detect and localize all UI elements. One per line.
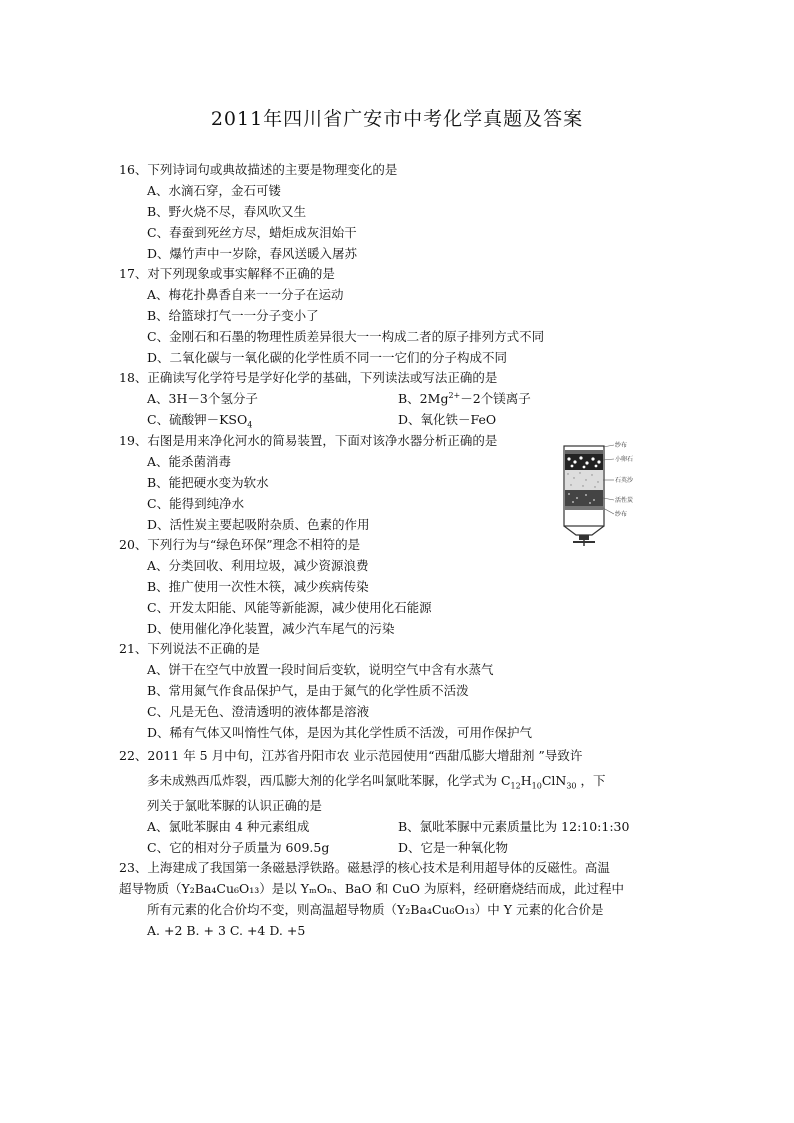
question-23-line-1: 23、上海建成了我国第一条磁悬浮铁路。磁悬浮的核心技术是利用超导体的反磁性。高温 bbox=[119, 860, 610, 875]
q17-option-c: C、金刚石和石墨的物理性质差异很大一一构成二者的原子排列方式不同 bbox=[147, 329, 545, 344]
q22-option-d: D、它是一种氧化物 bbox=[398, 840, 509, 855]
q22-option-a: A、氯吡苯脲由 4 种元素组成 bbox=[147, 819, 310, 834]
question-16-stem: 16、下列诗词句或典故描述的主要是物理变化的是 bbox=[119, 162, 398, 177]
q18-option-b: B、$2Mg^{2+}-2$个镁离子 bbox=[398, 390, 531, 406]
question-22-line-1: 22、2011 年 5 月中旬，江苏省丹阳市农 业示范园使用“西甜瓜膨大增甜剂 ”导致许 bbox=[119, 748, 583, 763]
q18-option-d: D、氧化铁－FeO bbox=[398, 412, 497, 427]
q19-option-c: C、能得到纯净水 bbox=[147, 496, 245, 511]
figure-label-quartz-sand: 石英沙 bbox=[615, 477, 634, 484]
q17-option-d: D、二氧化碳与一氧化碳的化学性质不同一一它们的分子构成不同 bbox=[147, 350, 508, 365]
q20-option-b: B、推广使用一次性木筷，减少疾病传染 bbox=[147, 579, 369, 594]
q21-option-c: C、凡是无色、澄清透明的液体都是溶液 bbox=[147, 704, 370, 719]
q20-option-d: D、使用催化净化装置，减少汽车尾气的污染 bbox=[147, 621, 395, 636]
q18-option-a: A、3H－3个氢分子 bbox=[147, 391, 258, 406]
question-23-line-3: 所有元素的化合价均不变，则高温超导物质（Y₂Ba₄Cu₆O₁₃）中 Y 元素的化合价是 bbox=[147, 902, 604, 917]
q18-option-c: C、硫酸钾$-KSO_4$ bbox=[147, 412, 253, 430]
question-22-line-2: 多未成熟西瓜炸裂，西瓜膨大剂的化学名叫氯吡苯脲，化学式为 $C_{12}H_{10}ClN_{30}$ ，下 bbox=[147, 773, 606, 791]
question-18-stem: 18、正确读写化学符号是学好化学的基础，下列读法或写法正确的是 bbox=[119, 370, 498, 385]
figure-label-gauze-bottom: 纱布 bbox=[615, 511, 628, 518]
q16-option-c: C、春蚕到死丝方尽，蜡炬成灰泪始干 bbox=[147, 225, 357, 240]
q22-option-c: C、它的相对分子质量为 609.5g bbox=[147, 840, 330, 855]
q16-option-a: A、水滴石穿，金石可镂 bbox=[147, 183, 282, 198]
q17-option-a: A、梅花扑鼻香自来一一分子在运动 bbox=[147, 287, 344, 302]
figure-label-activated-carbon: 活性炭 bbox=[615, 497, 634, 504]
q19-option-b: B、能把硬水变为软水 bbox=[147, 475, 269, 490]
q16-option-b: B、野火烧不尽，春风吹又生 bbox=[147, 204, 307, 219]
q21-option-b: B、常用氮气作食品保护气，是由于氮气的化学性质不活泼 bbox=[147, 683, 469, 698]
q17-option-b: B、给篮球打气一一分子变小了 bbox=[147, 308, 319, 323]
q21-option-d: D、稀有气体又叫惰性气体，是因为其化学性质不活泼，可用作保护气 bbox=[147, 725, 533, 740]
q16-option-d: D、爆竹声中一岁除，春风送暖入屠苏 bbox=[147, 246, 358, 261]
question-22-line-3: 列关于氯吡苯脲的认识正确的是 bbox=[147, 798, 323, 813]
water-purifier-figure bbox=[558, 438, 638, 548]
figure-label-gauze-top: 纱布 bbox=[615, 442, 628, 449]
question-20-stem: 20、下列行为与“绿色环保”理念不相符的是 bbox=[119, 537, 361, 552]
q19-option-d: D、活性炭主要起吸附杂质、色素的作用 bbox=[147, 517, 370, 532]
q19-option-a: A、能杀菌消毒 bbox=[147, 454, 232, 469]
q23-options: A. +2 B. + 3 C. +4 D. +5 bbox=[147, 923, 306, 938]
question-17-stem: 17、对下列现象或事实解释不正确的是 bbox=[119, 266, 335, 281]
question-23-line-2: 超导物质（Y₂Ba₄Cu₆O₁₃）是以 YₘOₙ、BaO 和 CuO 为原料，经研磨烧结而成，此过程中 bbox=[119, 881, 625, 896]
q22-option-b: B、氯吡苯脲中元素质量比为 12:10:1:30 bbox=[398, 819, 630, 834]
question-21-stem: 21、下列说法不正确的是 bbox=[119, 641, 260, 656]
figure-label-pebbles: 小卵石 bbox=[615, 456, 634, 463]
q20-option-a: A、分类回收、利用垃圾，减少资源浪费 bbox=[147, 558, 369, 573]
question-19-stem: 19、右图是用来净化河水的简易装置，下面对该净水器分析正确的是 bbox=[119, 433, 498, 448]
q20-option-c: C、开发太阳能、风能等新能源，减少使用化石能源 bbox=[147, 600, 432, 615]
q21-option-a: A、饼干在空气中放置一段时间后变软，说明空气中含有水蒸气 bbox=[147, 662, 494, 677]
page-title: 2011年四川省广安市中考化学真题及答案 bbox=[210, 108, 584, 130]
